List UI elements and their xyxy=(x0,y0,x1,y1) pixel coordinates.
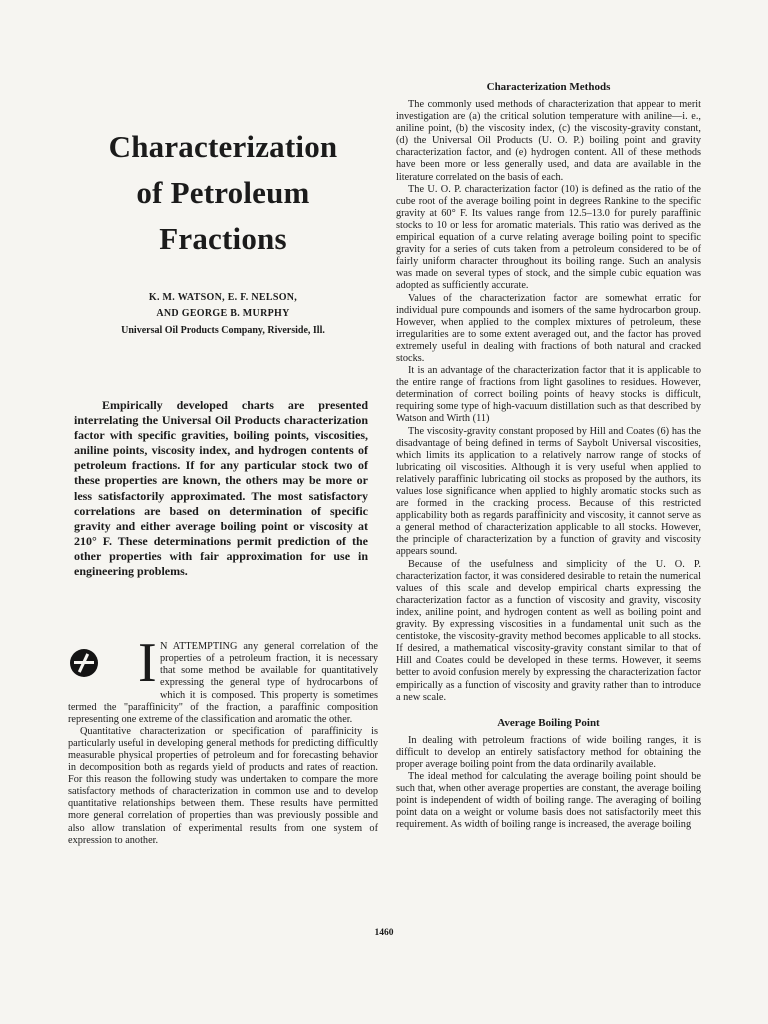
intro-text: any general correlation of the properties of a petroleum fraction, it is necessary that some method be available for quantitatively expressing the general type of hydrocarbons of which it is composed. This property is sometimes termed the "paraffinicity" of the fraction, a paraffinic composition representing one extreme of the classification and aromatic the other. xyxy=(68,641,378,725)
body-paragraph: Because of the usefulness and simplicity of the U. O. P. characterization factor, it was considered desirable to retain the numerical values of this scale and develop empirical charts expressing the characterization factor as a function of viscosity and gravity, viscosity index, aniline point, and hydrogen content as well as boiling point and gravity. By expressing viscosities in a fundamental unit such as the centistoke, the viscosity-gravity method becomes applicable to all stocks. If desired, a mathematical viscosity-gravity constant similar to that of Hill and Coates could be developed in these terms. However, it seems better to avoid confusion merely by expressing the characterization factor empirically as a function of viscosity and gravity rather than to introduce a new scale. xyxy=(396,558,701,703)
section-heading-methods: Characterization Methods xyxy=(486,81,611,93)
article-title xyxy=(68,124,378,262)
body-paragraph: The ideal method for calculating the average boiling point should be such that, when other average properties are constant, the average boiling point is independent of width of boiling range. The averaging of boiling point data on a weight or volume basis does not satisfactorily meet this requirement. As width of boiling range is increased, the average boiling xyxy=(396,770,701,831)
body-paragraph: The viscosity-gravity constant proposed by Hill and Coates (6) has the disadvantage of being defined in terms of Saybolt Universal viscosities, which limits its application to a relatively narrow range of stocks of lubricating oil viscosities. Although it is very useful when applied to relatively paraffinic lubricating oil stocks as proposed by the authors, its values lose significance when applied to highly aromatic stocks such as are formed in the cracking process. Because of this restricted applicability both as regards paraffinicity and viscosity, it cannot serve as a general method of characterization applicable to all stocks. However, the principle of characterization by a function of gravity and viscosity appears sound. xyxy=(396,425,701,558)
body-paragraph: It is an advantage of the characterization factor that it is applicable to the entire range of fractions from light gasolines to residues. However, determination of correct boiling points of heavy stocks is difficult, requiring some type of high-vacuum distillation such as that described by Watson and Wirth (11) xyxy=(396,365,701,425)
authors-line: AND GEORGE B. MURPHY xyxy=(156,308,290,319)
abstract: Empirically developed charts are presented interrelating the Universal Oil Products characterization factor with specific gravities, boiling points, viscosities, aniline points, viscosity index, and hydrogen contents of petroleum fractions. If for any particular stock two of these properties are known, the others may be more or less satisfactorily approximated. The most satisfactory correlations are based on determination of specific gravity and either average boiling point or viscosity at 210° F. These determinations permit prediction of the other properties with fair approximation for use in engineering problems. xyxy=(74,398,368,579)
drop-cap-block xyxy=(68,632,160,695)
page-number: 1460 xyxy=(374,928,394,938)
authors xyxy=(68,290,378,322)
title-line: Characterization xyxy=(108,129,338,164)
body-paragraph: The commonly used methods of characterization that appear to merit investigation are (a) the critical solution temperature with aniline—i. e., aniline point, (b) the viscosity index, (c) the viscosity-gravity constant, (d) the Universal Oil Products (U. O. P.) boiling point and gravity characterization factor, and (e) hydrogen content. All of these methods have been more or less generally used, and data are available in the literature correlated on the basis of each. xyxy=(396,99,701,183)
drop-cap: I xyxy=(138,632,157,695)
intro-paragraph-2: Quantitative characterization or specification of paraffinicity is particularly useful in developing general methods for predicting difficultly measurable physical properties of petroleum and for forecasting behavior in decomposition both as regards yield of products and rates of reaction. For this reason the following study was undertaken to compare the more satisfactory methods of characterization in common use and to develop quantitative relationships between them. These results have permitted more general correlation of properties than was previously possible and also allow translation of experimental results from one system of expression to another. xyxy=(68,725,378,846)
affiliation: Universal Oil Products Company, Riverside, Ill. xyxy=(121,325,325,336)
title-line: of Petroleum xyxy=(136,175,310,210)
body-paragraph: In dealing with petroleum fractions of wide boiling ranges, it is difficult to develop an entirely satisfactory method for obtaining the proper average boiling point from the data ordinarily available. xyxy=(396,734,701,770)
authors-line: K. M. WATSON, E. F. NELSON, xyxy=(148,292,298,303)
section-heading-boiling: Average Boiling Point xyxy=(497,716,600,729)
title-line: Fractions xyxy=(159,221,287,256)
right-column xyxy=(396,80,701,831)
journal-logo-icon xyxy=(70,649,98,677)
intro-lead: N ATTEMPTING xyxy=(160,641,238,653)
body-paragraph: Values of the characterization factor are somewhat erratic for individual pure compounds and isomers of the same hydrocarbon group. However, when applied to the complex mixtures of petroleum, these irregularities are to some extent averaged out, and the factor has proved extremely useful in dealing with fractions of both natural and cracked stocks. xyxy=(396,292,701,364)
body-paragraph: The U. O. P. characterization factor (10) is defined as the ratio of the cube root of the average boiling point in degrees Rankine to the specific gravity at 60° F. Its values range from 12.5–13.0 for purely paraffinic stocks to 10 or less for aromatic materials. This ratio was derived as the empirical equation of a curve relating average boiling point to specific gravity for a series of cuts taken from a petroleum considered to be of fairly uniform character throughout its boiling range. Such an analysis was made on several types of stock, and the simple cubic equation was adopted as sufficiently accurate. xyxy=(396,183,701,292)
left-column xyxy=(68,80,378,847)
introduction xyxy=(68,632,378,847)
